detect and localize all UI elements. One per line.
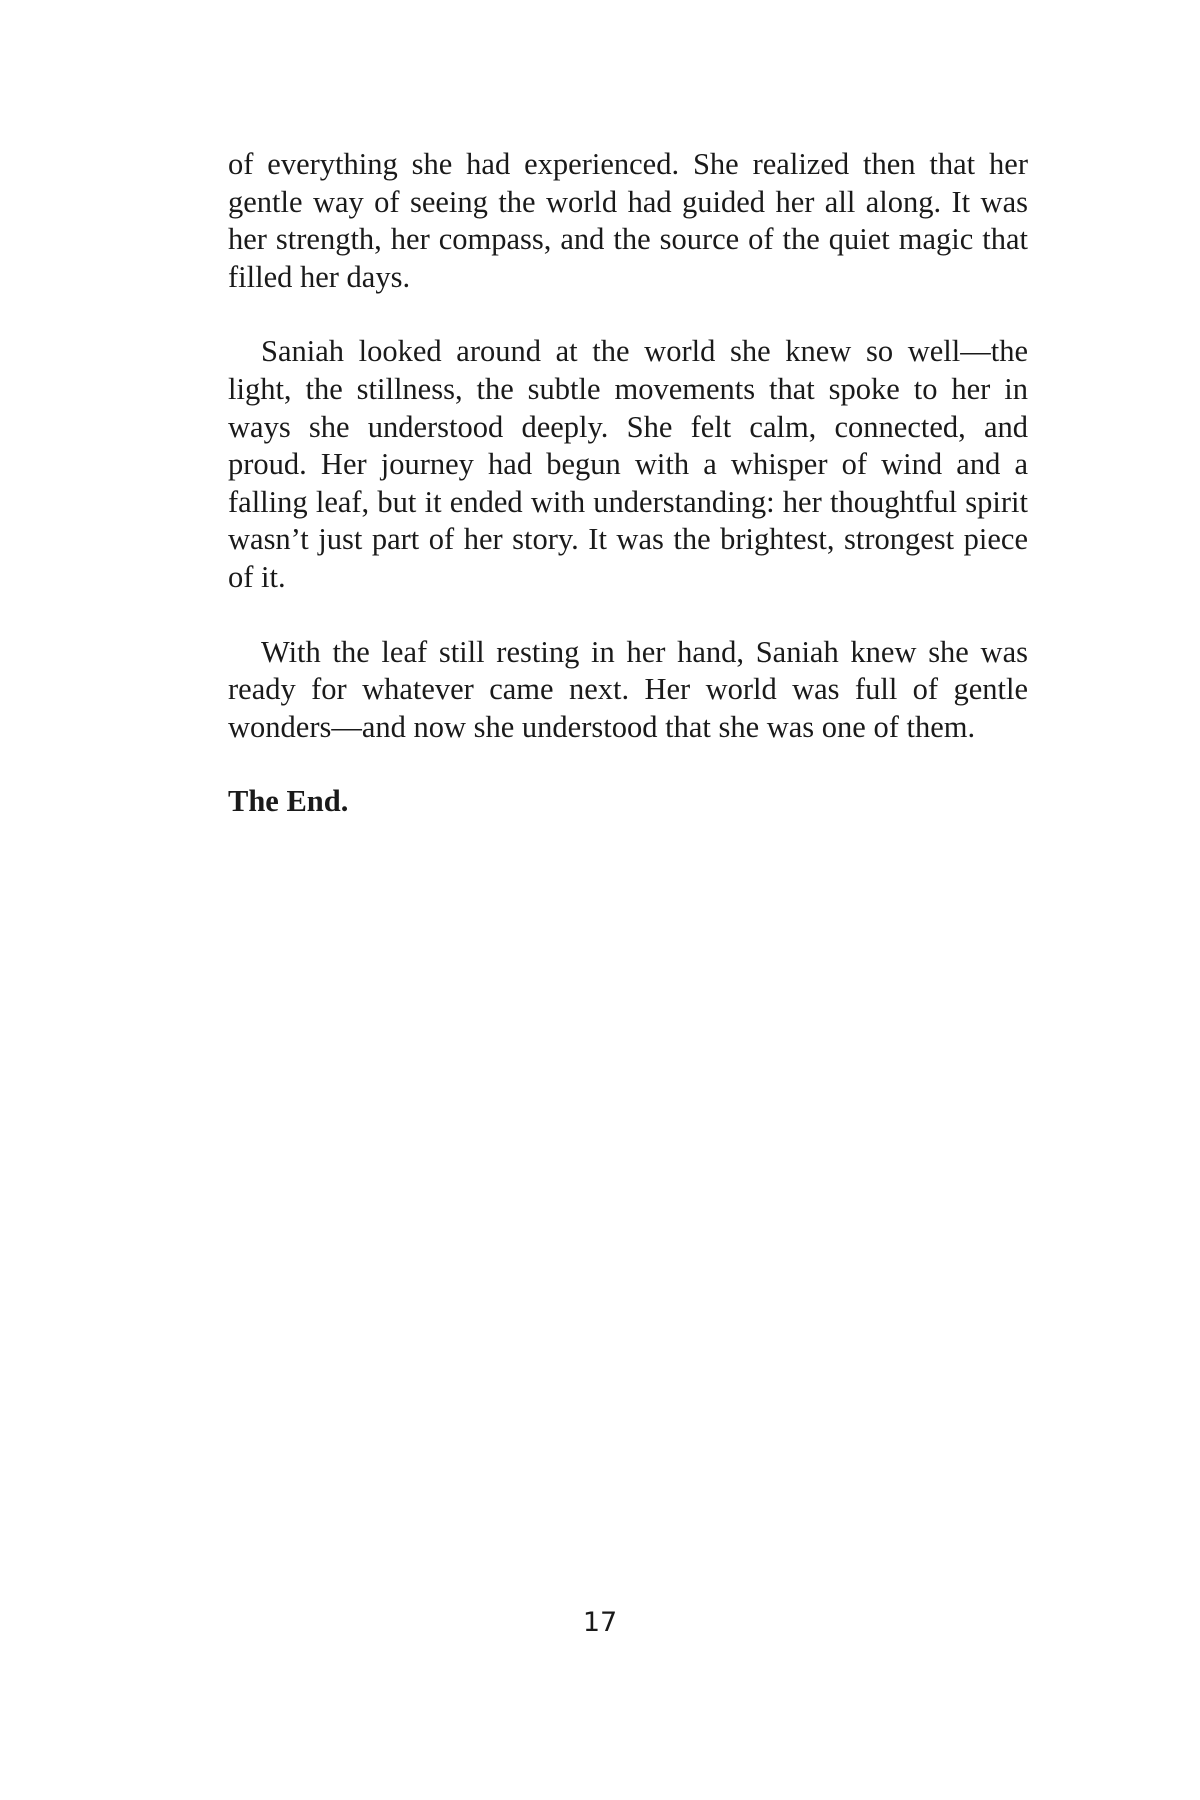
paragraph-leaf-in-hand: With the leaf still resting in her hand, Saniah knew she was ready for whatever came next. Her world was full of gentle wonders—and now she understood that she was one of them. — [228, 634, 1028, 744]
paragraph-continued: of everything she had experienced. She realized then that her gentle way of seeing the world had guided her all along. It was her strength, her compass, and the source of the quiet magic that filled her days. — [228, 147, 1028, 294]
paragraph-saniah-looked-around: Saniah looked around at the world she knew so well—the light, the stillness, the subtle movements that spoke to her in ways she understood deeply. She felt calm, connected, and proud. Her journey had begun with a whisper of wind and a falling leaf, but it ended with understanding: her thoughtful spirit wasn’t just part of her story. It was the brightest, strongest piece of it. — [228, 334, 1028, 594]
the-end-heading: The End. — [228, 784, 349, 819]
page-number: 17 — [582, 1607, 618, 1638]
body-text — [228, 146, 1028, 821]
